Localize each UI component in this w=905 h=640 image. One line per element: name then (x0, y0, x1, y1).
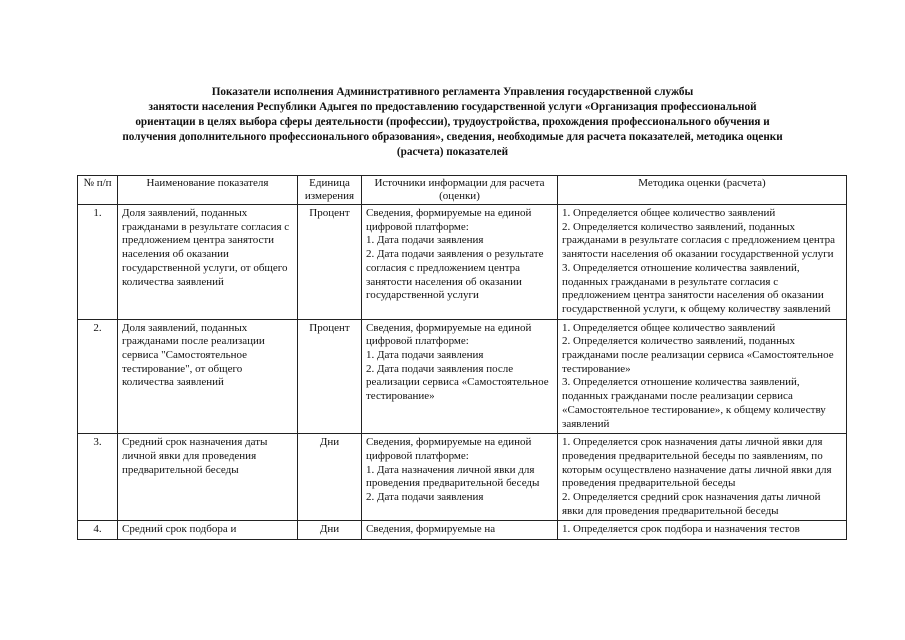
row-name: Средний срок назначения даты личной явки для проведения предварительной беседы (118, 434, 298, 521)
row-num: 1. (78, 205, 118, 320)
row-method (558, 205, 847, 320)
method-line: 2. Определяется средний срок назначения даты личной явки для проведения предварительной беседы (562, 491, 821, 517)
method-line: 1. Определяется срок подбора и назначения тестов (562, 523, 800, 536)
header-num: № п/п (78, 176, 118, 205)
source-line: 2. Дата подачи заявления (366, 491, 484, 504)
row-method (558, 319, 847, 434)
method-line: 2. Определяется количество заявлений, поданных гражданами после реализации сервиса «Самостоятельное тестирование» (562, 335, 834, 375)
row-num: 4. (78, 521, 118, 540)
row-unit: Процент (298, 319, 362, 434)
table-row (78, 319, 847, 434)
source-line: 1. Дата назначения личной явки для проведения предварительной беседы (366, 463, 540, 490)
method-line: 1. Определяется общее количество заявлений (562, 207, 776, 219)
source-line: Сведения, формируемые на единой цифровой платформе: (366, 321, 532, 348)
source-line: 1. Дата подачи заявления (366, 349, 484, 362)
table-row (78, 521, 847, 540)
row-num: 3. (78, 434, 118, 521)
title-line: ориентации в целях выбора сферы деятельности (профессии), трудоустройства, прохождения профессионального обучения и (135, 116, 770, 128)
row-name: Средний срок подбора и (118, 521, 298, 540)
row-method (558, 434, 847, 521)
title-line: получения дополнительного профессионального образования», сведения, необходимые для расчета показателей, методика оценки (122, 131, 783, 143)
header-source: Источники информации для расчета (оценки) (362, 176, 558, 205)
table-row (78, 205, 847, 320)
method-line: 2. Определяется количество заявлений, поданных гражданами в результате согласия с предложением центра занятости населения об оказании государственной услуги (562, 220, 836, 261)
row-num: 2. (78, 319, 118, 434)
title-line: Показатели исполнения Административного регламента Управления государственной службы (211, 86, 694, 98)
row-source (362, 205, 558, 320)
document-title (60, 85, 845, 160)
source-line: Сведения, формируемые на единой цифровой платформе: (366, 207, 532, 233)
source-line: 2. Дата подачи заявления после реализации сервиса «Самостоятельное тестирование» (366, 362, 549, 403)
indicators-table (77, 175, 847, 540)
row-source (362, 319, 558, 434)
row-name: Доля заявлений, поданных гражданами после реализации сервиса "Самостоятельное тестирование", от общего количества заявлений (118, 319, 298, 434)
row-name: Доля заявлений, поданных гражданами в результате согласия с предложением центра занятости населения об оказании государственной услуги, от общего количества заявлений (118, 205, 298, 320)
row-unit: Дни (298, 434, 362, 521)
title-line: (расчета) показателей (396, 146, 509, 158)
source-line: Сведения, формируемые на (366, 523, 496, 536)
method-line: 1. Определяется срок назначения даты личной явки для проведения предварительной беседы по заявлениям, по которым осуществлено назначение даты личной явки для проведения предварительной беседы (562, 436, 832, 490)
row-source (362, 434, 558, 521)
method-line: 3. Определяется отношение количества заявлений, поданных гражданами в результате согласия с предложением центра занятости населения об оказании государственной услуги, к общему количеству заявлений (562, 261, 831, 315)
source-line: Сведения, формируемые на единой цифровой платформе: (366, 436, 532, 462)
title-line: занятости населения Республики Адыгея по предоставлению государственной услуги «Организация профессиональной (148, 101, 757, 113)
method-line: 3. Определяется отношение количества заявлений, поданных гражданами после реализации сервиса «Самостоятельное тестирование», к общему количеству заявлений (562, 376, 826, 430)
table-row (78, 434, 847, 521)
row-unit: Дни (298, 521, 362, 540)
header-unit: Единица измерения (298, 176, 362, 205)
header-name: Наименование показателя (118, 176, 298, 205)
table-header-row (78, 176, 847, 205)
source-line: 1. Дата подачи заявления (366, 234, 484, 247)
source-line: 2. Дата подачи заявления о результате согласия с предложением центра занятости населения об оказании государственной услуги (366, 248, 544, 302)
method-line: 1. Определяется общее количество заявлений (562, 321, 776, 334)
row-method (558, 521, 847, 540)
header-method: Методика оценки (расчета) (558, 176, 847, 205)
row-source (362, 521, 558, 540)
row-unit: Процент (298, 205, 362, 320)
